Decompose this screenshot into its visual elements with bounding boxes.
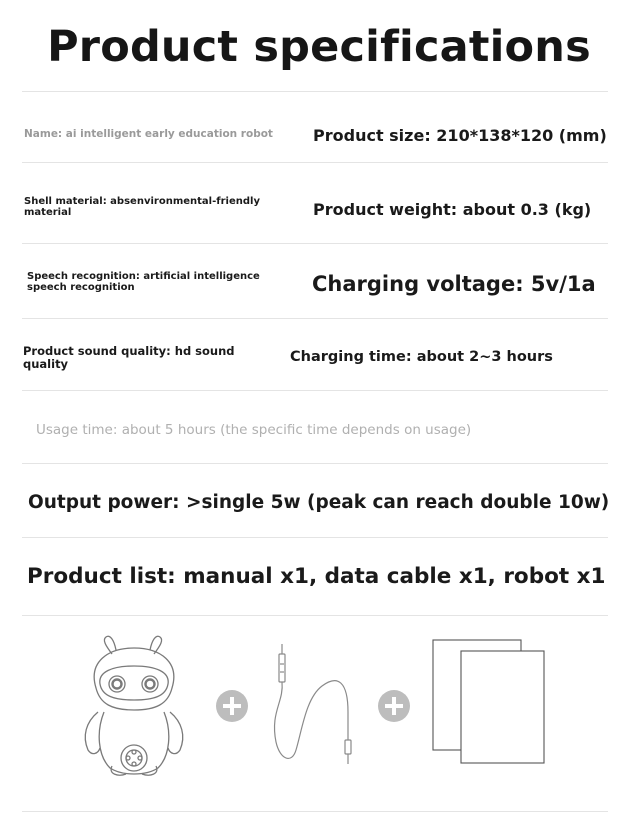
spec-output-power: Output power: >single 5w (peak can reach double 10w) [28,492,610,513]
spec-product-list: Product list: manual x1, data cable x1, robot x1 [27,564,606,589]
spec-weight: Product weight: about 0.3 (kg) [313,200,592,219]
plus-icon [216,690,248,722]
divider [22,162,608,163]
spec-speech-recognition: Speech recognition: artificial intelligence speech recognition [27,271,260,293]
spec-shell-material: Shell material: absenvironmental-friendly material [24,196,260,218]
divider [22,615,608,616]
divider [22,390,608,391]
robot-icon [78,632,190,778]
spec-usage-time: Usage time: about 5 hours (the specific time depends on usage) [36,422,472,438]
divider [22,463,608,464]
divider [22,91,608,92]
divider [22,318,608,319]
divider [22,243,608,244]
data-cable-icon [262,642,362,770]
plus-icon [378,690,410,722]
divider [22,537,608,538]
page-title: Product specifications [47,22,591,72]
spec-size: Product size: 210*138*120 (mm) [313,126,607,145]
spec-charging-voltage: Charging voltage: 5v/1a [312,272,596,296]
spec-charging-time: Charging time: about 2~3 hours [290,349,553,365]
divider [22,811,608,812]
manual-icon [430,636,550,768]
spec-name: Name: ai intelligent early education robot [24,128,273,140]
spec-sound-quality: Product sound quality: hd sound quality [23,344,235,371]
